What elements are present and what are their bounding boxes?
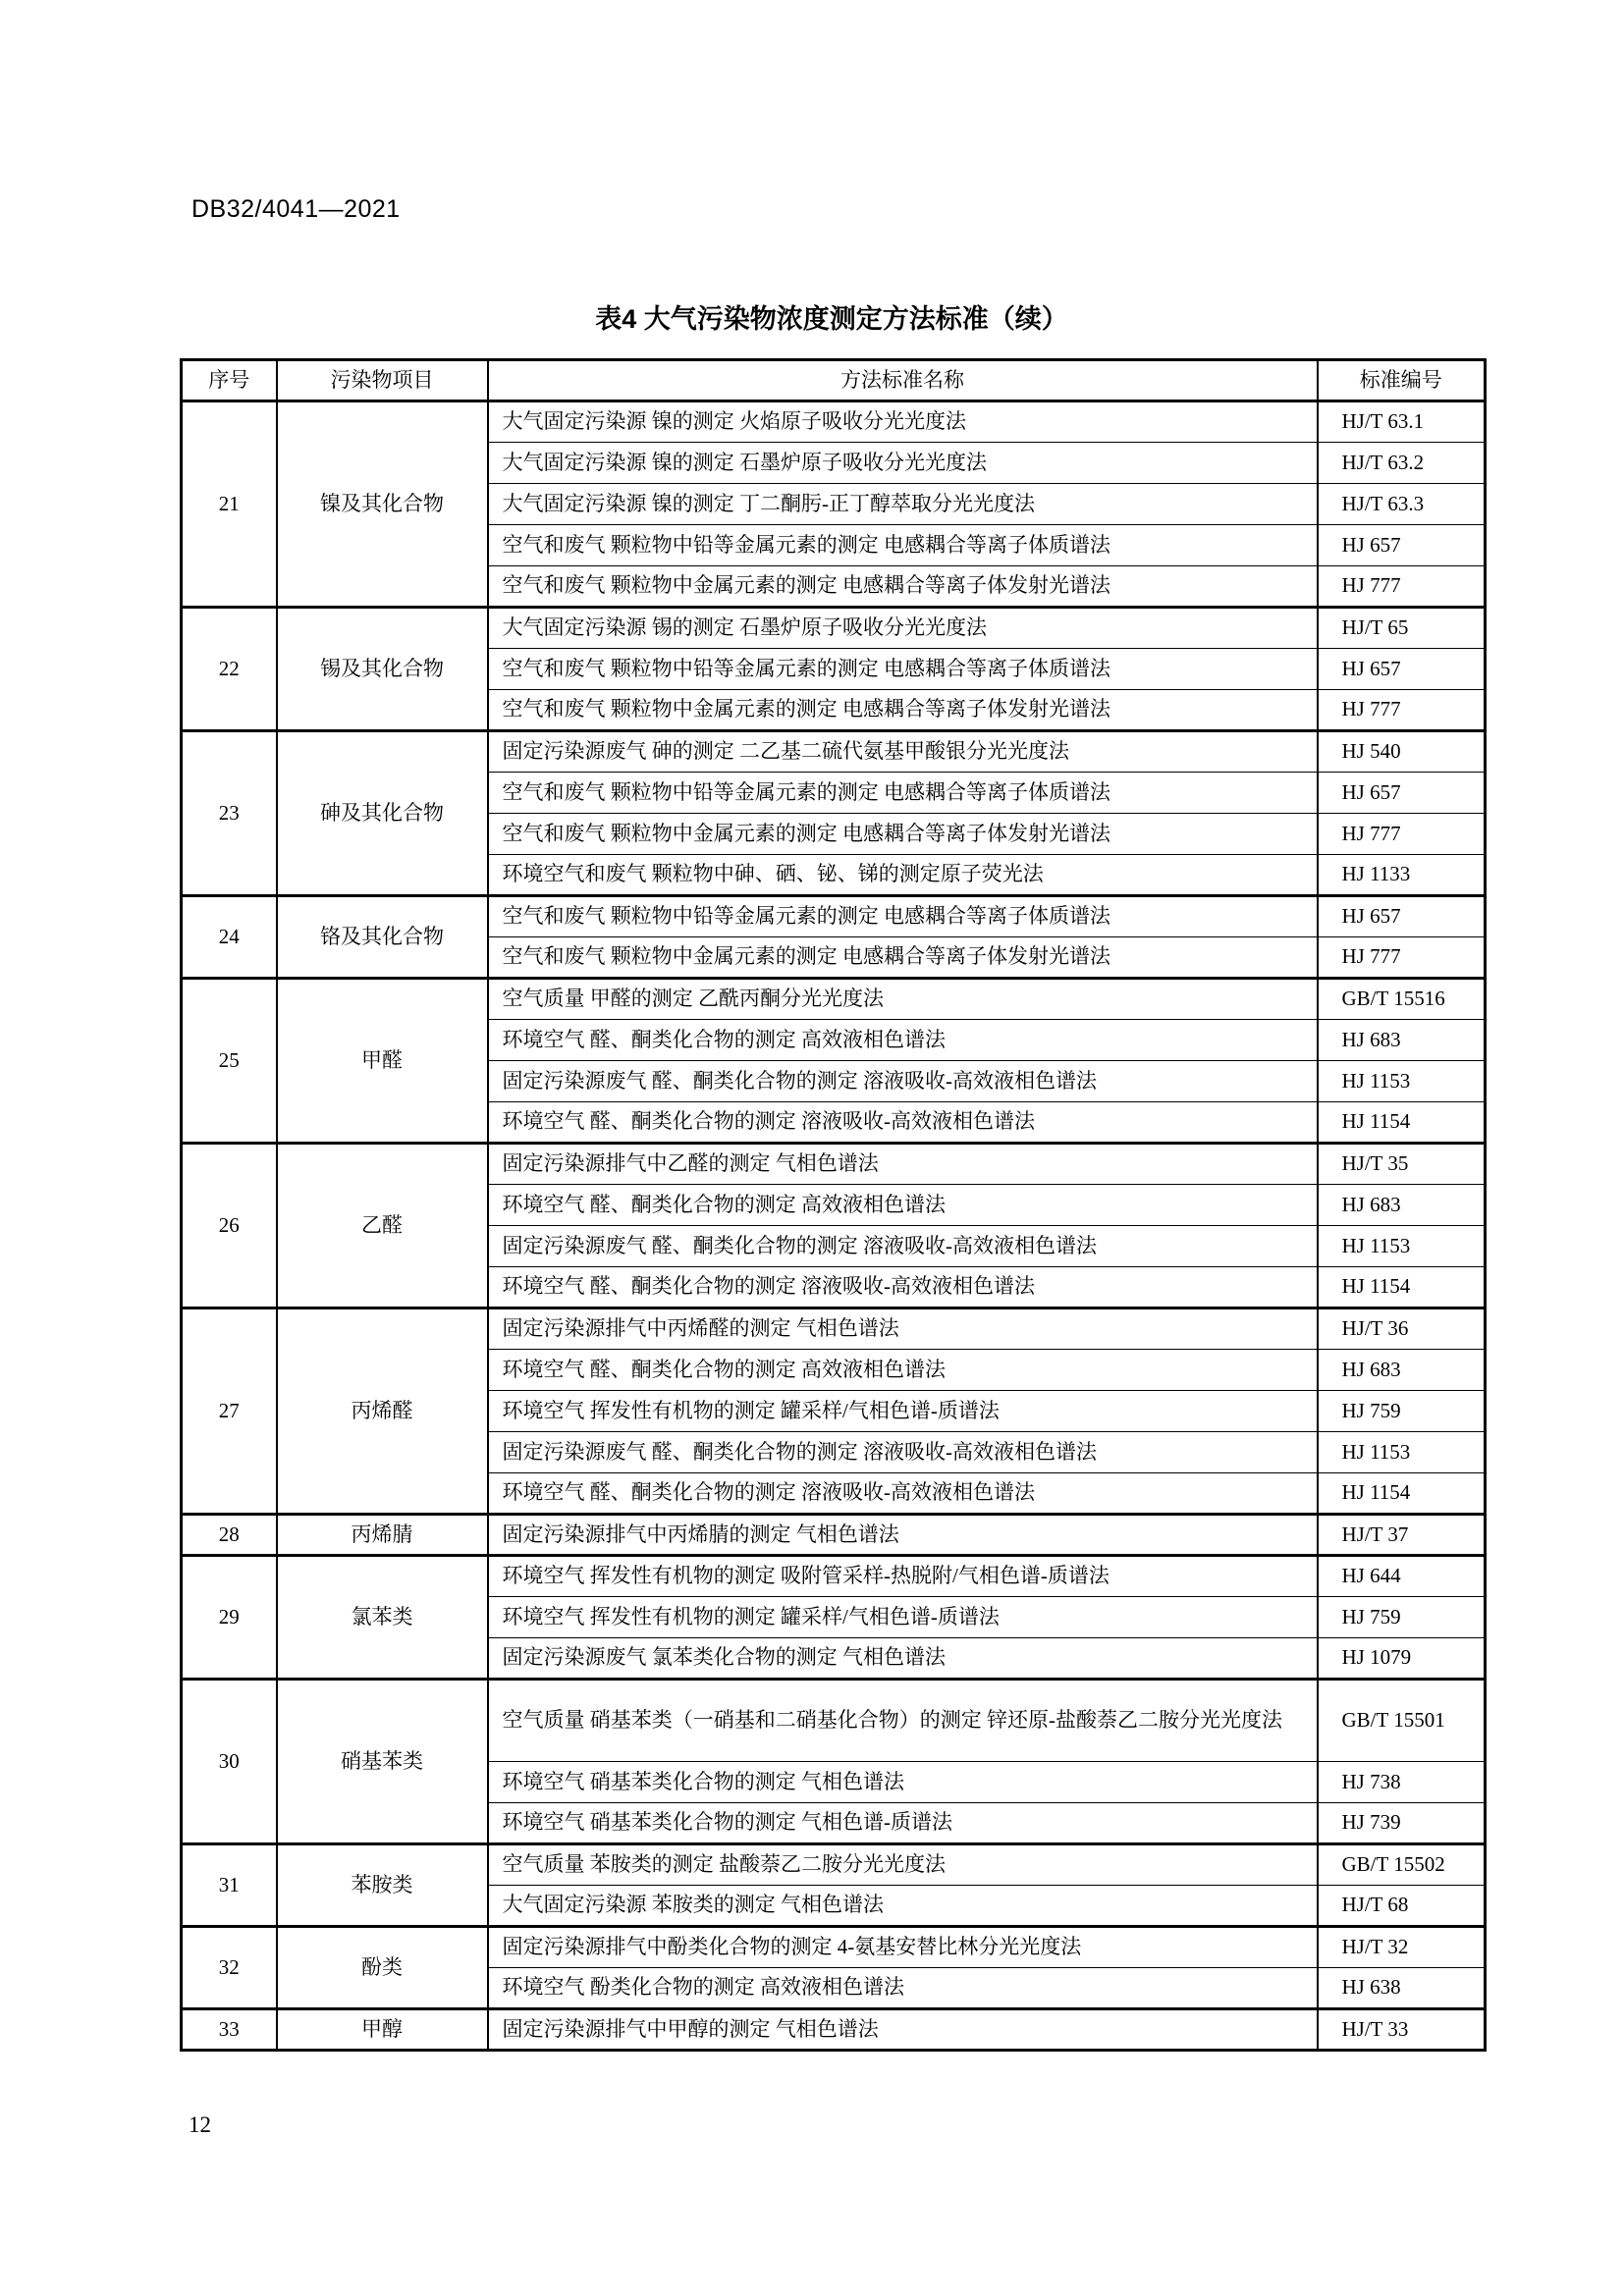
standard-code-cell: HJ/T 33 <box>1318 2009 1486 2051</box>
table-title: 表4 大气污染物浓度测定方法标准（续） <box>595 304 1068 334</box>
standard-code-cell: GB/T 15501 <box>1318 1680 1486 1762</box>
table-row <box>182 608 1486 649</box>
pollutant-cell: 锡及其化合物 <box>277 608 488 731</box>
pollutant-cell: 苯胺类 <box>277 1844 488 1927</box>
method-name-cell: 环境空气 醛、酮类化合物的测定 溶液吸收-高效液相色谱法 <box>488 1102 1318 1144</box>
pollutant-cell: 丙烯醛 <box>277 1308 488 1515</box>
table-row <box>182 401 1486 443</box>
method-name-cell: 空气和废气 颗粒物中铅等金属元素的测定 电感耦合等离子体质谱法 <box>488 649 1318 690</box>
method-name-cell: 大气固定污染源 镍的测定 丁二酮肟-正丁醇萃取分光光度法 <box>488 484 1318 525</box>
column-header-no: 序号 <box>182 360 277 401</box>
seq-cell: 21 <box>182 401 277 608</box>
method-name-cell: 环境空气 挥发性有机物的测定 罐采样/气相色谱-质谱法 <box>488 1597 1318 1638</box>
seq-cell: 23 <box>182 731 277 896</box>
table-row <box>182 1556 1486 1597</box>
method-name-cell: 固定污染源排气中甲醇的测定 气相色谱法 <box>488 2009 1318 2051</box>
pollutant-cell: 镍及其化合物 <box>277 401 488 608</box>
standard-code-cell: HJ 683 <box>1318 1020 1486 1061</box>
standard-code-cell: HJ 657 <box>1318 896 1486 937</box>
table-row <box>182 1927 1486 1968</box>
table-row <box>182 1680 1486 1762</box>
standard-code-cell: HJ 657 <box>1318 649 1486 690</box>
method-name-cell: 环境空气 挥发性有机物的测定 吸附管采样-热脱附/气相色谱-质谱法 <box>488 1556 1318 1597</box>
standard-code-cell: HJ/T 63.1 <box>1318 401 1486 443</box>
method-name-cell: 空气和废气 颗粒物中金属元素的测定 电感耦合等离子体发射光谱法 <box>488 814 1318 855</box>
standard-code-cell: HJ/T 65 <box>1318 608 1486 649</box>
table-row <box>182 731 1486 773</box>
column-header-method-name: 方法标准名称 <box>488 360 1318 401</box>
method-name-cell: 固定污染源废气 砷的测定 二乙基二硫代氨基甲酸银分光光度法 <box>488 731 1318 773</box>
standard-code-cell: HJ 683 <box>1318 1350 1486 1391</box>
method-name-cell: 大气固定污染源 苯胺类的测定 气相色谱法 <box>488 1886 1318 1927</box>
seq-cell: 29 <box>182 1556 277 1680</box>
method-name-cell: 空气和废气 颗粒物中铅等金属元素的测定 电感耦合等离子体质谱法 <box>488 525 1318 566</box>
standard-code-cell: HJ 644 <box>1318 1556 1486 1597</box>
page-number: 12 <box>189 2112 211 2137</box>
pollutant-cell: 铬及其化合物 <box>277 896 488 979</box>
method-name-cell: 大气固定污染源 镍的测定 石墨炉原子吸收分光光度法 <box>488 443 1318 484</box>
method-name-cell: 大气固定污染源 镍的测定 火焰原子吸收分光光度法 <box>488 401 1318 443</box>
table-row <box>182 896 1486 937</box>
pollutant-cell: 砷及其化合物 <box>277 731 488 896</box>
standard-code-cell: HJ 638 <box>1318 1968 1486 2009</box>
standard-code-cell: HJ 739 <box>1318 1803 1486 1844</box>
standard-code-cell: HJ 759 <box>1318 1597 1486 1638</box>
table-row <box>182 1308 1486 1350</box>
pollutant-cell: 乙醛 <box>277 1144 488 1308</box>
pollutant-cell: 丙烯腈 <box>277 1515 488 1556</box>
standard-code-cell: HJ/T 35 <box>1318 1144 1486 1185</box>
table-body <box>182 401 1486 2051</box>
standard-code-cell: HJ 738 <box>1318 1762 1486 1803</box>
standard-code-cell: HJ 1153 <box>1318 1432 1486 1473</box>
method-name-cell: 空气质量 甲醛的测定 乙酰丙酮分光光度法 <box>488 979 1318 1020</box>
seq-cell: 25 <box>182 979 277 1144</box>
seq-cell: 28 <box>182 1515 277 1556</box>
standard-code-cell: HJ 1153 <box>1318 1061 1486 1102</box>
method-name-cell: 环境空气 醛、酮类化合物的测定 高效液相色谱法 <box>488 1185 1318 1226</box>
standard-code-cell: HJ 1133 <box>1318 855 1486 896</box>
method-name-cell: 固定污染源废气 氯苯类化合物的测定 气相色谱法 <box>488 1638 1318 1680</box>
seq-cell: 27 <box>182 1308 277 1515</box>
standard-code-cell: HJ 1154 <box>1318 1102 1486 1144</box>
seq-cell: 32 <box>182 1927 277 2009</box>
standard-code-cell: HJ 777 <box>1318 814 1486 855</box>
method-name-cell: 环境空气 酚类化合物的测定 高效液相色谱法 <box>488 1968 1318 2009</box>
standard-code-cell: HJ/T 63.3 <box>1318 484 1486 525</box>
method-name-cell: 空气和废气 颗粒物中铅等金属元素的测定 电感耦合等离子体质谱法 <box>488 896 1318 937</box>
method-name-cell: 环境空气 醛、酮类化合物的测定 高效液相色谱法 <box>488 1020 1318 1061</box>
standard-code-cell: GB/T 15502 <box>1318 1844 1486 1886</box>
method-name-cell: 固定污染源排气中丙烯醛的测定 气相色谱法 <box>488 1308 1318 1350</box>
seq-cell: 33 <box>182 2009 277 2051</box>
column-header-pollutant: 污染物项目 <box>277 360 488 401</box>
standard-code-cell: HJ 759 <box>1318 1391 1486 1432</box>
standard-code-cell: HJ 540 <box>1318 731 1486 773</box>
method-name-cell: 空气和废气 颗粒物中铅等金属元素的测定 电感耦合等离子体质谱法 <box>488 773 1318 814</box>
standard-code-cell: HJ/T 68 <box>1318 1886 1486 1927</box>
seq-cell: 22 <box>182 608 277 731</box>
table-row <box>182 1515 1486 1556</box>
method-name-cell: 固定污染源废气 醛、酮类化合物的测定 溶液吸收-高效液相色谱法 <box>488 1061 1318 1102</box>
doc-code: DB32/4041—2021 <box>191 195 401 223</box>
standard-code-cell: HJ 777 <box>1318 690 1486 731</box>
standard-code-cell: HJ 1079 <box>1318 1638 1486 1680</box>
standard-code-cell: HJ/T 63.2 <box>1318 443 1486 484</box>
method-name-cell: 空气和废气 颗粒物中金属元素的测定 电感耦合等离子体发射光谱法 <box>488 566 1318 608</box>
standard-code-cell: HJ 1153 <box>1318 1226 1486 1267</box>
table-row <box>182 1144 1486 1185</box>
table-header <box>182 360 1486 401</box>
method-name-cell: 环境空气 硝基苯类化合物的测定 气相色谱-质谱法 <box>488 1803 1318 1844</box>
seq-cell: 24 <box>182 896 277 979</box>
table-row <box>182 979 1486 1020</box>
pollutant-cell: 硝基苯类 <box>277 1680 488 1844</box>
method-name-cell: 环境空气 醛、酮类化合物的测定 溶液吸收-高效液相色谱法 <box>488 1473 1318 1515</box>
method-name-cell: 环境空气 挥发性有机物的测定 罐采样/气相色谱-质谱法 <box>488 1391 1318 1432</box>
standard-code-cell: HJ/T 36 <box>1318 1308 1486 1350</box>
standards-table <box>180 358 1487 2052</box>
method-name-cell: 固定污染源废气 醛、酮类化合物的测定 溶液吸收-高效液相色谱法 <box>488 1432 1318 1473</box>
table-row <box>182 2009 1486 2051</box>
pollutant-cell: 甲醇 <box>277 2009 488 2051</box>
method-name-cell: 固定污染源排气中酚类化合物的测定 4-氨基安替比林分光光度法 <box>488 1927 1318 1968</box>
method-name-cell: 固定污染源废气 醛、酮类化合物的测定 溶液吸收-高效液相色谱法 <box>488 1226 1318 1267</box>
column-header-standard-code: 标准编号 <box>1318 360 1486 401</box>
method-name-cell: 空气质量 硝基苯类（一硝基和二硝基化合物）的测定 锌还原-盐酸萘乙二胺分光光度法 <box>488 1680 1318 1762</box>
header-row <box>182 360 1486 401</box>
method-name-cell: 空气质量 苯胺类的测定 盐酸萘乙二胺分光光度法 <box>488 1844 1318 1886</box>
standard-code-cell: HJ 657 <box>1318 525 1486 566</box>
table-row <box>182 1844 1486 1886</box>
seq-cell: 31 <box>182 1844 277 1927</box>
seq-cell: 30 <box>182 1680 277 1844</box>
standard-code-cell: HJ/T 37 <box>1318 1515 1486 1556</box>
method-name-cell: 环境空气 醛、酮类化合物的测定 溶液吸收-高效液相色谱法 <box>488 1267 1318 1308</box>
method-name-cell: 环境空气和废气 颗粒物中砷、硒、铋、锑的测定原子荧光法 <box>488 855 1318 896</box>
standard-code-cell: GB/T 15516 <box>1318 979 1486 1020</box>
standard-code-cell: HJ 1154 <box>1318 1267 1486 1308</box>
method-name-cell: 固定污染源排气中丙烯腈的测定 气相色谱法 <box>488 1515 1318 1556</box>
standard-code-cell: HJ 777 <box>1318 937 1486 979</box>
method-name-cell: 环境空气 硝基苯类化合物的测定 气相色谱法 <box>488 1762 1318 1803</box>
standard-code-cell: HJ 777 <box>1318 566 1486 608</box>
pollutant-cell: 甲醛 <box>277 979 488 1144</box>
standard-code-cell: HJ/T 32 <box>1318 1927 1486 1968</box>
pollutant-cell: 氯苯类 <box>277 1556 488 1680</box>
method-name-cell: 固定污染源排气中乙醛的测定 气相色谱法 <box>488 1144 1318 1185</box>
standard-code-cell: HJ 657 <box>1318 773 1486 814</box>
pollutant-cell: 酚类 <box>277 1927 488 2009</box>
standard-code-cell: HJ 1154 <box>1318 1473 1486 1515</box>
method-name-cell: 空气和废气 颗粒物中金属元素的测定 电感耦合等离子体发射光谱法 <box>488 690 1318 731</box>
method-name-cell: 空气和废气 颗粒物中金属元素的测定 电感耦合等离子体发射光谱法 <box>488 937 1318 979</box>
seq-cell: 26 <box>182 1144 277 1308</box>
standard-code-cell: HJ 683 <box>1318 1185 1486 1226</box>
method-name-cell: 环境空气 醛、酮类化合物的测定 高效液相色谱法 <box>488 1350 1318 1391</box>
method-name-cell: 大气固定污染源 锡的测定 石墨炉原子吸收分光光度法 <box>488 608 1318 649</box>
